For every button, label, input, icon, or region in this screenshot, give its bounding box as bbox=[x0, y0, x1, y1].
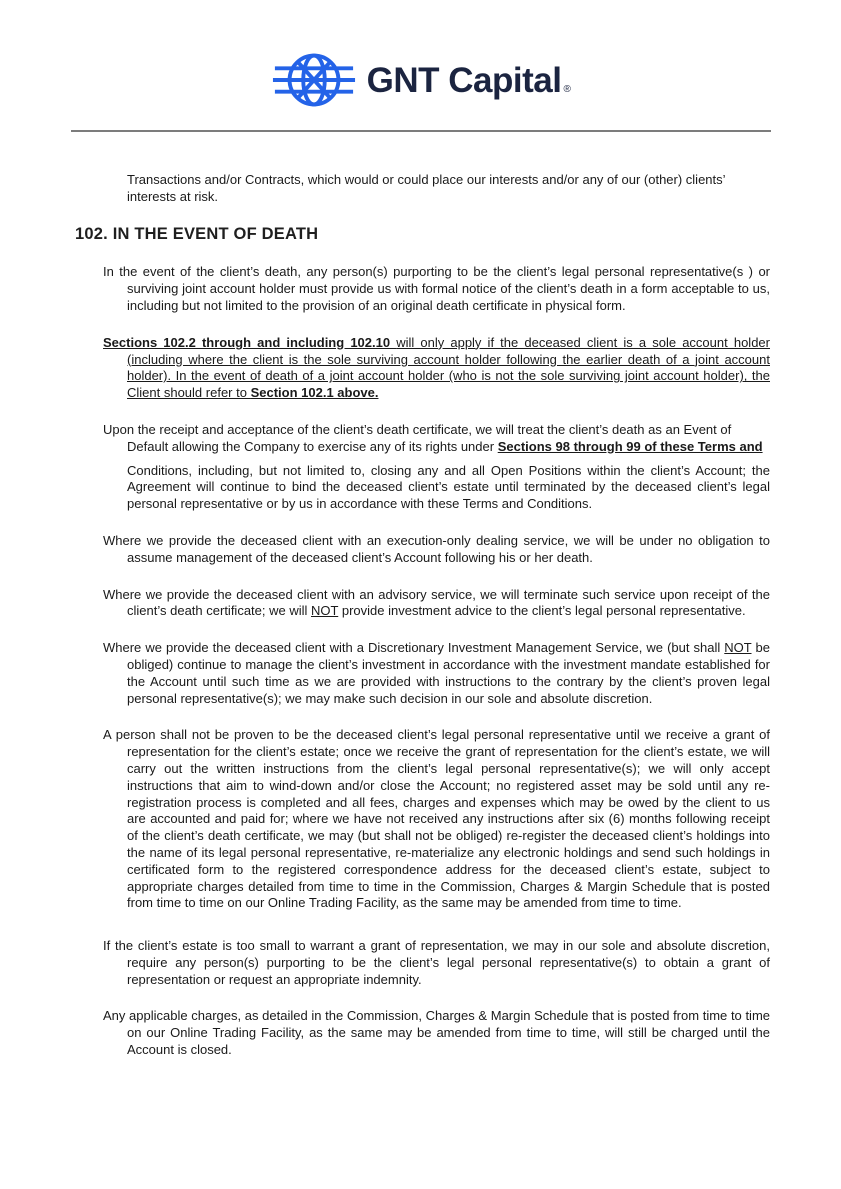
text-run: provide investment advice to the client’s legal personal representative. bbox=[338, 603, 746, 619]
paragraph bbox=[75, 587, 770, 621]
text-run: In the event of the client’s death, any person(s) purporting to be the client’s legal personal representative(s ) or surviving joint account holder must provide us with formal notice of the client’s death in a form acceptable to us, including but not limited to the provision of an original death certificate in physical form. bbox=[103, 264, 770, 313]
registered-trademark-mark: ® bbox=[563, 83, 571, 95]
paragraph bbox=[75, 172, 770, 206]
paragraph bbox=[75, 1008, 770, 1058]
text-run: Transactions and/or Contracts, which would or could place our interests and/or any of our (other) clients’ interests at risk. bbox=[127, 172, 726, 204]
text-run: Sections 102.2 through and including 102.10 bbox=[103, 334, 397, 350]
paragraph bbox=[75, 533, 770, 567]
text-run: Sections 98 through 99 of these Terms and bbox=[497, 438, 763, 454]
text-run: Conditions, including, but not limited to, closing any and all Open Positions within the client’s Account; the Agreement will continue to bind the deceased client’s estate until terminated by the deceased client’s legal personal representative or by us in accordance with these Terms and Conditions. bbox=[127, 462, 770, 512]
text-run: Any applicable charges, as detailed in the Commission, Charges & Margin Schedule that is posted from time to time on our Online Trading Facility, as the same may be amended from time to time, will still be charged until the Account is closed. bbox=[103, 1008, 770, 1058]
paragraph bbox=[75, 727, 770, 912]
brand-name-text: GNT Capital bbox=[366, 60, 562, 100]
paragraph bbox=[75, 463, 770, 513]
text-run: Where we provide the deceased client with an advisory service, we will terminate such service upon receipt of the client’s death certificate; we will bbox=[103, 586, 770, 619]
paragraph bbox=[75, 264, 770, 314]
document-body bbox=[75, 172, 770, 1059]
paragraph bbox=[75, 640, 770, 707]
text-run: Section 102.1 above. bbox=[250, 385, 379, 401]
text-run: will only apply if the deceased client is a sole account holder (including where the client is the sole surviving account holder following the earlier death of a joint account holder). In the event of death of a joint account holder (who is not the sole surviving joint account holder), the Client should refer to bbox=[127, 334, 770, 401]
text-run: be obliged) continue to manage the client’s investment in accordance with the investment mandate established for the Account until such time as we are provided with instructions to the contrary by the client’s proven legal personal representative(s); we may make such decision in our sole and absolute discretion. bbox=[127, 640, 770, 706]
text-run: Upon the receipt and acceptance of the client’s death certificate, we will treat the client’s death as an Event of Default allowing the Company to exercise any of its rights under bbox=[103, 421, 732, 454]
text-run: A person shall not be proven to be the deceased client’s legal personal representative until we receive a grant of representation for the client’s estate; once we receive the grant of representation for the client’s estate, we will carry out the written instructions from the client’s legal personal representative(s); we will only accept instructions that aim to wind-down and/or close the Account; no registered asset may be sold until any re-registration process is completed and all fees, charges and expenses which may be owed by the client to us are accounted and paid for; where we have not received any instructions after six (6) months following receipt of the client’s death certificate, we may (but shall not be obliged) re-register the deceased client’s holdings into the name of its legal personal representative, re-materialize any electronic holdings and send such holdings in certificated form to the registered correspondence address for the deceased client’s estate, subject to appropriate charges detailed from time to time in the Commission, Charges & Margin Schedule that is posted from time to time on our Online Trading Facility, as the same may be amended from time to time. bbox=[103, 727, 770, 911]
paragraph bbox=[75, 422, 770, 456]
text-run: If the client’s estate is too small to warrant a grant of representation, we may in our sole and absolute discretion, require any person(s) purporting to be the client’s legal personal representative(s) to obtain a grant of representation or request an appropriate indemnity. bbox=[103, 938, 770, 987]
header-divider bbox=[71, 130, 771, 132]
text-run: Where we provide the deceased client with an execution-only dealing service, we will be under no obligation to assume management of the deceased client’s Account following his or her death. bbox=[103, 532, 770, 565]
paragraph bbox=[75, 938, 770, 988]
text-run: Where we provide the deceased client with a Discretionary Investment Management Service, we (but shall bbox=[103, 640, 725, 656]
brand-name bbox=[366, 60, 571, 100]
paragraph bbox=[75, 335, 770, 402]
section-heading: 102. IN THE EVENT OF DEATH bbox=[75, 224, 319, 243]
text-run: NOT bbox=[311, 603, 339, 619]
globe-icon bbox=[271, 48, 357, 112]
brand-logo bbox=[0, 0, 841, 114]
text-run: NOT bbox=[724, 640, 752, 656]
